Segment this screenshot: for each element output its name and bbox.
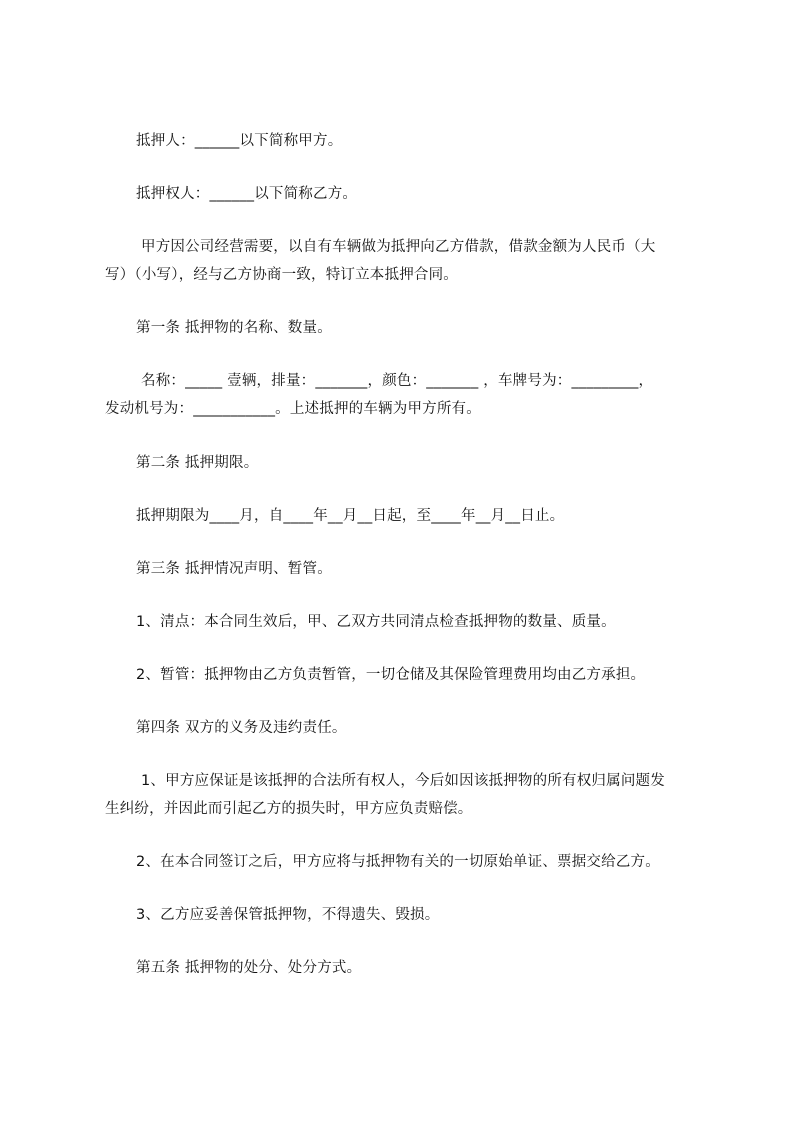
article-4-heading: 第四条 双方的义务及违约责任。 [136,720,347,736]
purpose-paragraph-line-2: 写）（小写），经与乙方协商一致，特订立本抵押合同。 [105,267,458,283]
purpose-paragraph-line-1: 甲方因公司经营需要，以自有车辆做为抵押向乙方借款，借款金额为人民币（大 [141,239,656,255]
vehicle-info-line-1: 名称：_____ 壹辆，排量：_______，颜色：_______ ，车牌号为：_________， [141,373,654,389]
mortgagee-line: 抵押权人：______以下简称乙方。 [136,186,358,202]
article-3-heading: 第三条 抵押情况声明、暂管。 [136,561,332,577]
obligation-1-line-2: 生纠纷，并因此而引起乙方的损失时，甲方应负责赔偿。 [105,801,473,817]
custody-clause: 2、暂管：抵押物由乙方负责暂管，一切仓储及其保险管理费用均由乙方承担。 [136,667,646,683]
article-5-heading: 第五条 抵押物的处分、处分方式。 [136,960,362,976]
article-1-heading: 第一条 抵押物的名称、数量。 [136,320,332,336]
term-line: 抵押期限为____月，自____年__月__日起，至____年__月__日止。 [136,508,565,524]
inventory-clause: 1、清点：本合同生效后，甲、乙双方共同清点检查抵押物的数量、质量。 [136,614,616,630]
mortgagor-line: 抵押人：______以下简称甲方。 [136,133,343,149]
obligation-3: 3、乙方应妥善保管抵押物，不得遗失、毁损。 [136,907,440,923]
article-2-heading: 第二条 抵押期限。 [136,455,259,471]
obligation-1-line-1: 1、甲方应保证是该抵押的合法所有权人，今后如因该抵押物的所有权归属问题发 [141,773,665,789]
obligation-2: 2、在本合同签订之后，甲方应将与抵押物有关的一切原始单证、票据交给乙方。 [136,854,660,870]
vehicle-info-line-2: 发动机号为：___________。上述抵押的车辆为甲方所有。 [105,401,481,417]
